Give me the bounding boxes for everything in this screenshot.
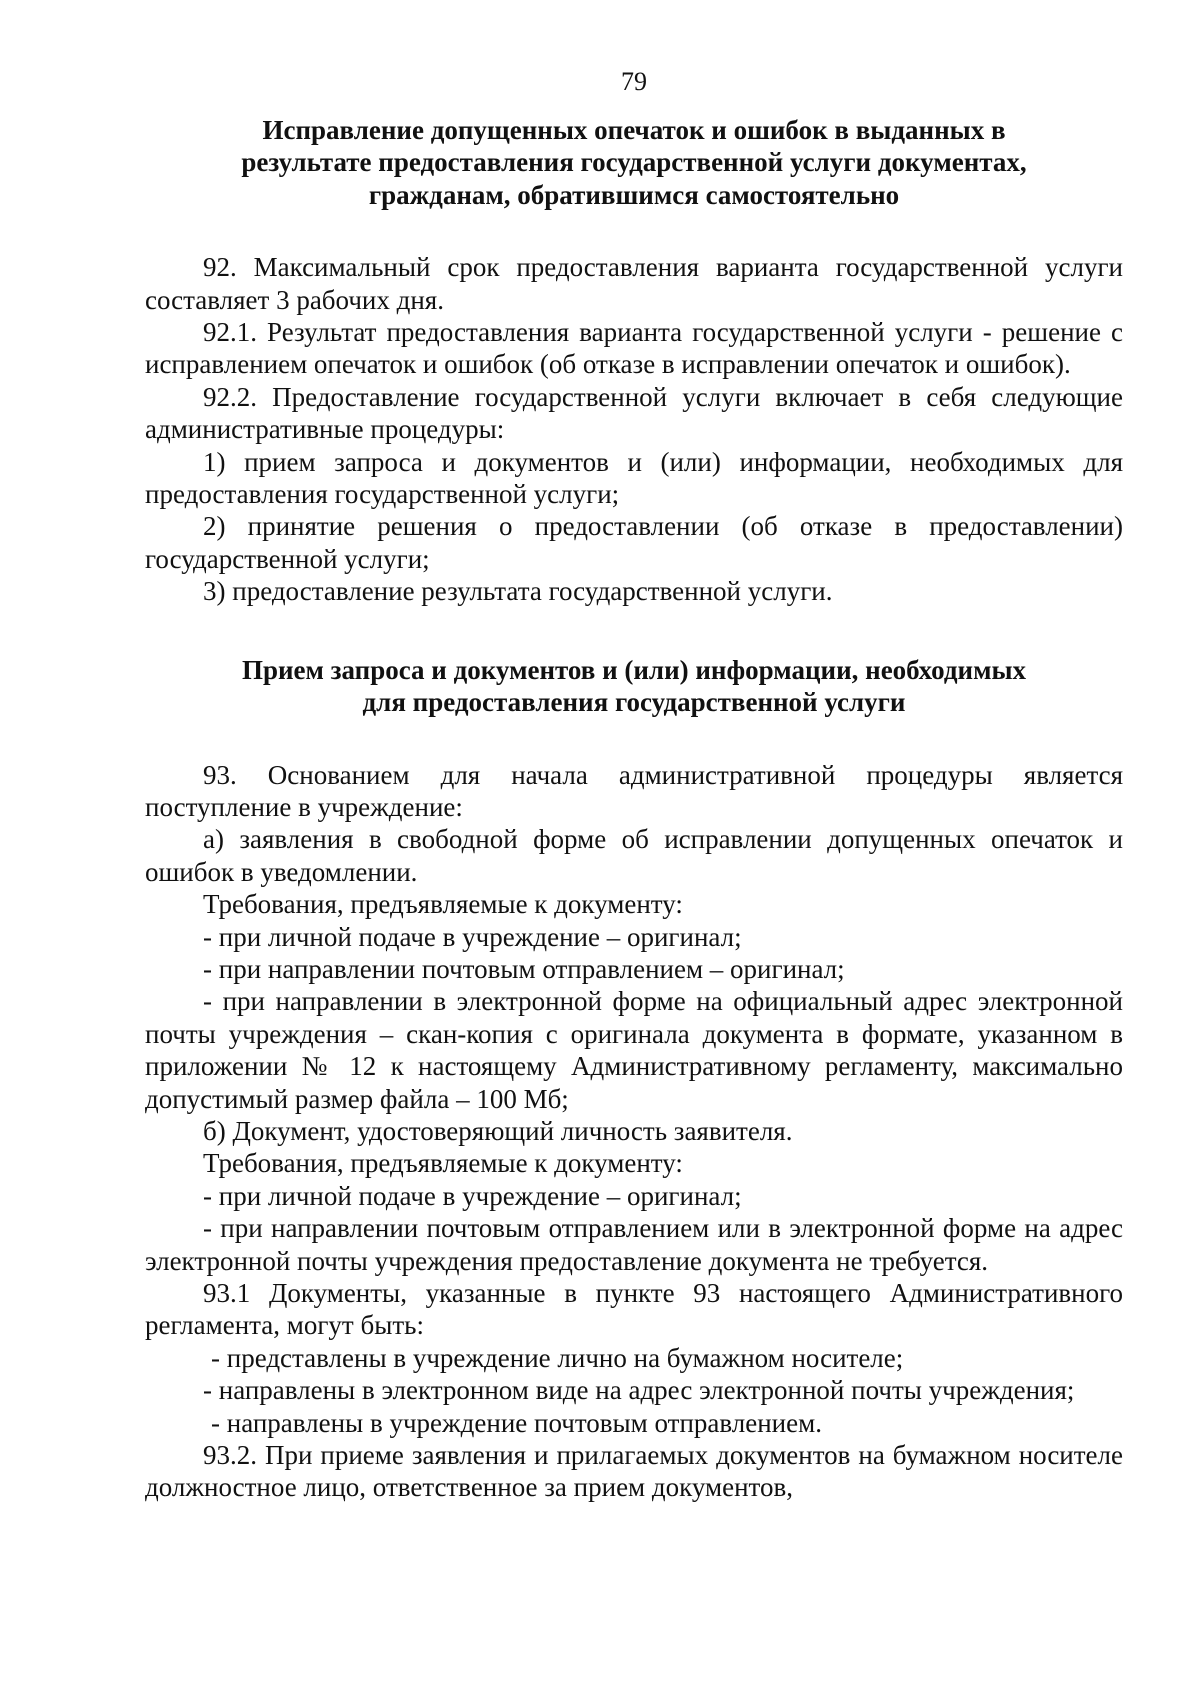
section-heading-request-intake — [145, 654, 1123, 719]
requirement-item: - при личной подаче в учреждение – оригинал; — [203, 1180, 742, 1211]
section-heading-corrections — [145, 114, 1123, 211]
heading-line: для предоставления государственной услуги — [362, 687, 906, 718]
paragraph-93-2: 93.2. При приеме заявления и прилагаемых документов на бумажном носителе должностное лицо, ответственное за прием документов, — [145, 1440, 1123, 1503]
list-item-2: 2) принятие решения о предоставлении (об отказе в предоставлении) государственной услуги; — [145, 511, 1123, 574]
paragraph-93-a: а) заявления в свободной форме об исправлении допущенных опечаток и ошибок в уведомлении. — [145, 824, 1123, 887]
paragraph-93: 93. Основанием для начала административной процедуры является поступление в учреждение: — [145, 759, 1123, 822]
heading-line: результате предоставления государственной услуги документах, — [241, 147, 1027, 178]
requirements-label: Требования, предъявляемые к документу: — [203, 889, 683, 920]
submission-method-item: - направлены в электронном виде на адрес электронной почты учреждения; — [203, 1375, 1075, 1406]
list-item-1: 1) прием запроса и документов и (или) информации, необходимых для предоставления государственной услуги; — [145, 446, 1123, 510]
requirement-item: - при направлении в электронной форме на официальный адрес электронной почты учреждения – скан-копия с оригинала документа в формате, указанном в приложении № 12 к настоящему Административному регламенту, максимально допустимый размер файла – 100 Мб; — [145, 986, 1123, 1114]
paragraph-93-b: б) Документ, удостоверяющий личность заявителя. — [203, 1115, 793, 1146]
paragraph-92: 92. Максимальный срок предоставления варианта государственной услуги составляет 3 рабочих дня. — [145, 252, 1123, 315]
submission-method-item: - направлены в учреждение почтовым отправлением. — [211, 1407, 822, 1438]
submission-method-item: - представлены в учреждение лично на бумажном носителе; — [211, 1342, 904, 1373]
requirement-item: - при направлении почтовым отправлением – оригинал; — [203, 953, 845, 984]
heading-line: Исправление допущенных опечаток и ошибок в выданных в — [262, 115, 1006, 145]
heading-line: Прием запроса и документов и (или) информации, необходимых — [241, 654, 1027, 685]
requirement-item: - при направлении почтовым отправлением или в электронной форме на адрес электронной почты учреждения предоставление документа не требуется. — [145, 1213, 1123, 1276]
paragraph-92-2: 92.2. Предоставление государственной услуги включает в себя следующие административные процедуры: — [145, 381, 1123, 445]
document-page — [145, 62, 1123, 1504]
requirement-item: - при личной подаче в учреждение – оригинал; — [203, 921, 742, 952]
list-item-3: 3) предоставление результата государственной услуги. — [203, 576, 833, 607]
page-number: 79 — [621, 67, 647, 96]
paragraph-93-1: 93.1 Документы, указанные в пункте 93 настоящего Административного регламента, могут быть: — [145, 1278, 1123, 1341]
heading-line: гражданам, обратившимся самостоятельно — [368, 179, 900, 210]
requirements-label: Требования, предъявляемые к документу: — [203, 1148, 683, 1179]
paragraph-92-1: 92.1. Результат предоставления варианта государственной услуги - решение с исправлением опечаток и ошибок (об отказе в исправлении опечаток и ошибок). — [145, 317, 1123, 380]
